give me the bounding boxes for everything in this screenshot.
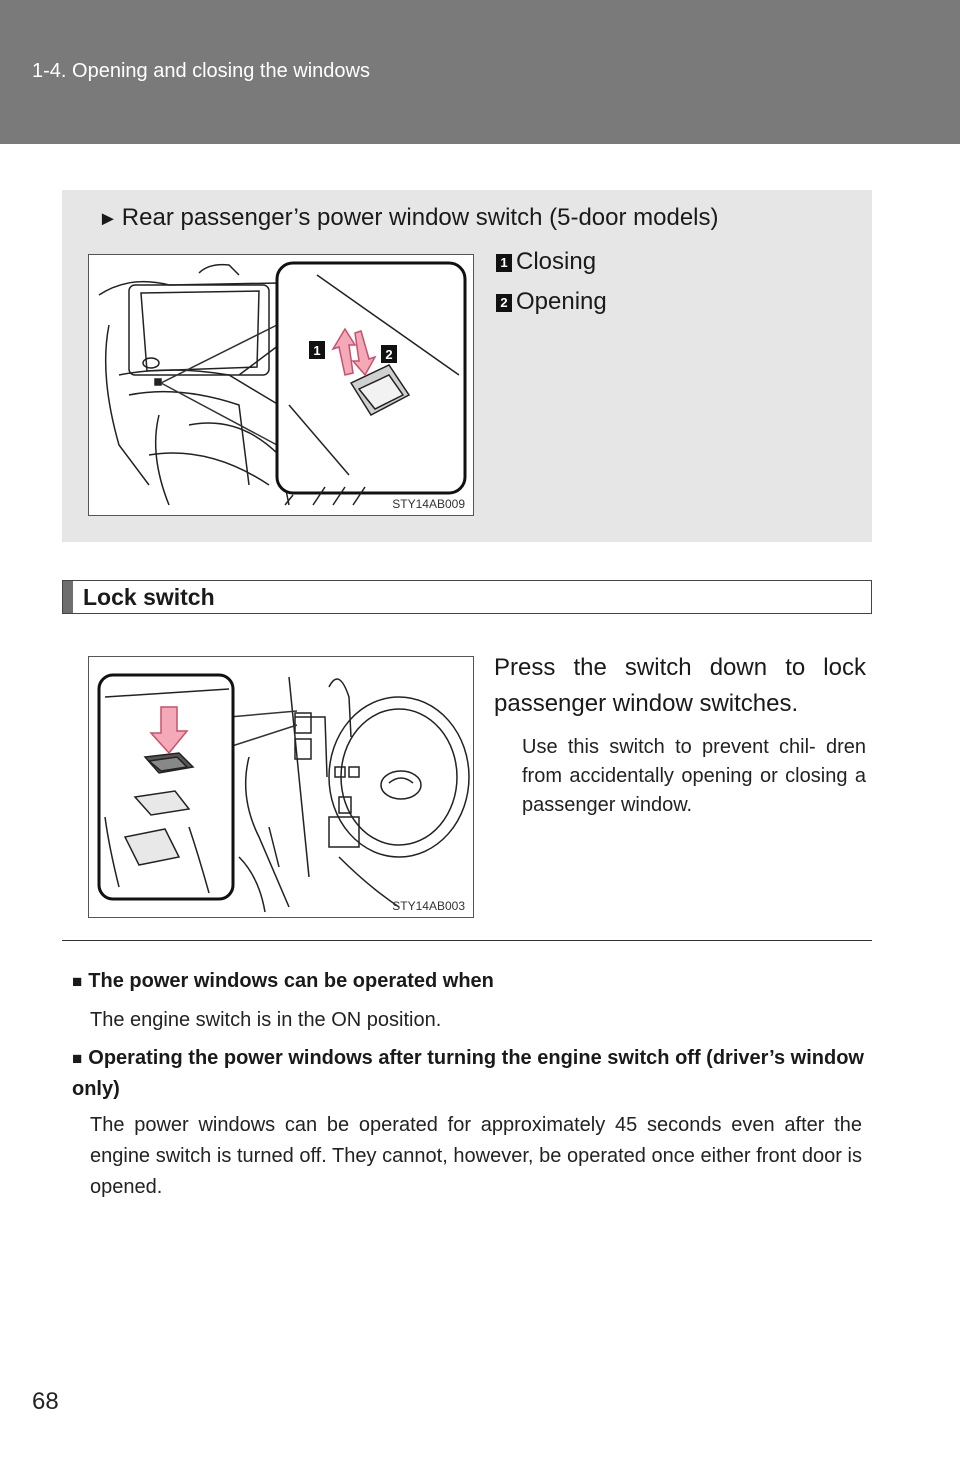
section-title: 1-4. Opening and closing the windows	[32, 60, 370, 82]
lock-switch-note: Use this switch to prevent chil- dren from accidentally opening or closing a passenger window.	[522, 736, 866, 816]
lock-switch-section-bar	[62, 580, 872, 614]
page-header	[0, 0, 960, 144]
notes-divider	[62, 940, 872, 941]
note-body-operation: The engine switch is in the ON position.	[90, 1009, 442, 1031]
lock-figure-code: STY14AB003	[392, 899, 465, 913]
right-triangle-icon: ►	[98, 208, 118, 230]
legend-text-opening: Opening	[516, 288, 607, 315]
filled-square-icon: ■	[72, 972, 83, 991]
rear-door-illustration	[89, 255, 473, 515]
rear-figure-code: STY14AB009	[392, 497, 465, 511]
section-bar-strip	[63, 581, 73, 613]
legend-num-2: 2	[496, 294, 512, 312]
note-heading-after-off-text: Operating the power windows after turning the engine switch off (driver’s window only)	[72, 1047, 864, 1100]
legend-item-closing	[496, 248, 596, 276]
page-number: 68	[32, 1388, 59, 1415]
rear-switch-heading-text: Rear passenger’s power window switch (5-door models)	[121, 204, 719, 231]
lock-switch-instruction: Press the switch down to lock passenger window switches.	[494, 654, 866, 717]
dashboard-illustration	[89, 657, 473, 917]
note-body-after-off: The power windows can be operated for approximately 45 seconds even after the engine switch is turned off. They cannot, however, be operated once either front door is opened.	[90, 1114, 862, 1198]
note-heading-operation-text: The power windows can be operated when	[88, 970, 494, 992]
rear-switch-heading	[98, 204, 719, 232]
lock-switch-figure	[88, 656, 474, 918]
callout-1-label: 1	[313, 343, 321, 358]
note-heading-operation	[72, 966, 864, 997]
note-heading-after-off	[72, 1043, 864, 1105]
rear-switch-figure	[88, 254, 474, 516]
filled-square-icon: ■	[72, 1049, 83, 1068]
lock-switch-title: Lock switch	[83, 584, 215, 610]
rear-switch-panel	[62, 190, 872, 542]
callout-2-label: 2	[385, 347, 393, 362]
legend-text-closing: Closing	[516, 248, 597, 275]
legend-num-1: 1	[496, 254, 512, 272]
legend-item-opening	[496, 288, 607, 316]
